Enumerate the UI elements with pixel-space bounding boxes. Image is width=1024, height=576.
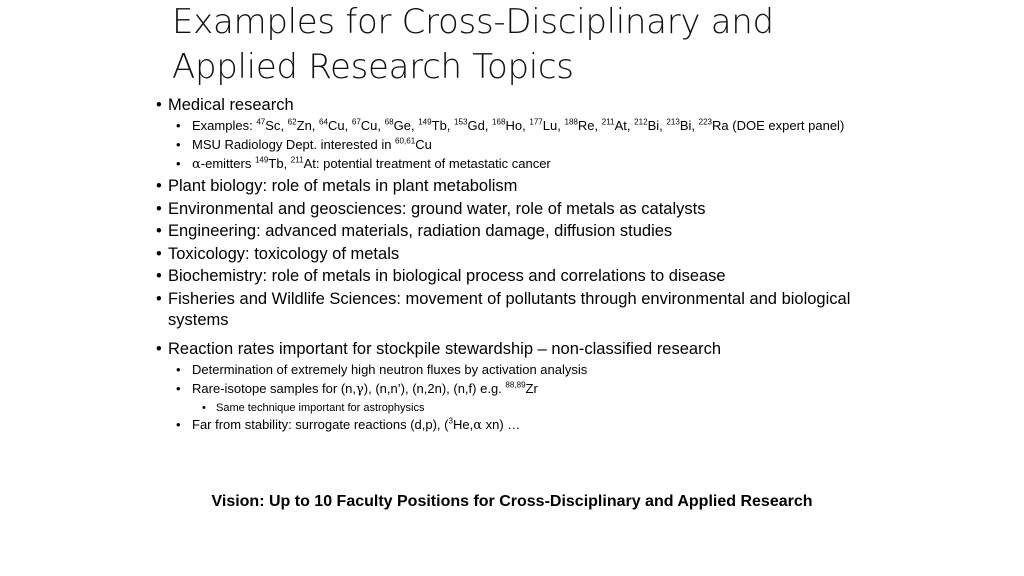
msu-mass-number: 60,61 — [395, 136, 416, 146]
far-alpha-symbol: α — [473, 418, 482, 433]
isotope-mass-number: 188 — [564, 117, 578, 127]
alpha-element-1: Tb — [268, 156, 284, 171]
rare-element: Zr — [525, 381, 538, 396]
isotope-element: Cu — [327, 118, 345, 133]
isotope-element: Gd — [467, 118, 485, 133]
topic-text: Biochemistry: role of metals in biological process and correlations to disease — [168, 267, 726, 285]
isotope-mass-number: 149 — [418, 117, 432, 127]
sub-bullet-examples — [156, 118, 876, 134]
isotope-element: Re — [577, 118, 595, 133]
far-element: He, — [452, 417, 474, 432]
bullet-environmental — [156, 199, 876, 220]
isotope-element: At — [614, 118, 627, 133]
bullet-biochemistry — [156, 266, 876, 287]
far-mass-number: 3 — [448, 416, 453, 426]
alpha-mass-2: 211 — [290, 155, 304, 165]
bullet-marker: • — [176, 381, 181, 396]
far-text-2: xn) … — [481, 417, 521, 432]
isotope-mass-number: 153 — [454, 117, 468, 127]
vision-statement: Vision: Up to 10 Faculty Positions for Cross-Disciplinary and Applied Research — [211, 493, 813, 510]
bullet-reaction-rates — [156, 339, 876, 360]
msu-element: Cu — [415, 137, 432, 152]
isotope-mass-number: 62 — [287, 117, 297, 127]
rare-text-2: ), (n,n’), (n,2n), (n,f) e.g. — [363, 381, 506, 396]
spacer — [156, 332, 876, 339]
sub-bullet-alpha-emitters — [156, 156, 876, 173]
bullet-marker: • — [176, 362, 181, 377]
isotope-element: Ho — [505, 118, 523, 133]
gamma-symbol: γ — [356, 382, 364, 397]
reaction-heading: Reaction rates important for stockpile stewardship – non-classified research — [168, 340, 722, 358]
bullet-marker: • — [156, 199, 162, 218]
sub-bullet-msu-radiology — [156, 137, 876, 153]
isotope-mass-number: 212 — [634, 117, 648, 127]
topic-text: Fisheries and Wildlife Sciences: movement of pollutants through environmental and biological systems — [168, 289, 851, 329]
rare-text-1: Rare-isotope samples for (n, — [192, 381, 357, 396]
determination-text: Determination of extremely high neutron fluxes by activation analysis — [192, 362, 588, 377]
bullet-marker: • — [156, 289, 162, 308]
isotope-element: Bi — [679, 118, 692, 133]
topic-text: Plant biology: role of metals in plant metabolism — [168, 177, 518, 195]
isotope-list: $^{47}$Sc, $^{62}$Zn, $^{64}$Cu, $^{67}$Cu, $^{68}$Ge, $^{149}$Tb, $^{153}$Gd, $^{168}$Ho, $^{177}$Lu, $^{188}$Re, $^{211}$At, $^{212}$Bi, $^{213}$Bi, $^{223}$Ra — [256, 117, 729, 133]
alpha-mass-1: 149 — [254, 155, 269, 165]
sub-sub-bullet-astrophysics — [156, 401, 876, 415]
isotope-element: Zn — [296, 118, 312, 133]
bullet-marker: • — [202, 402, 206, 414]
examples-prefix: Examples: — [192, 118, 257, 133]
isotope-mass-number: 68 — [384, 117, 394, 127]
topic-text: Environmental and geosciences: ground water, role of metals as catalysts — [168, 199, 706, 218]
sub-bullet-determination — [156, 362, 876, 378]
slide-body — [156, 95, 876, 437]
bullet-toxicology — [156, 244, 876, 265]
isotope-mass-number: 168 — [492, 117, 506, 127]
isotope-element: Bi — [647, 118, 660, 133]
bullet-marker: • — [156, 267, 162, 285]
bullet-marker: • — [156, 96, 162, 114]
bullet-plant-biology — [156, 176, 876, 197]
alpha-symbol: α — [192, 157, 201, 172]
isotope-mass-number: 64 — [319, 117, 328, 127]
bullet-marker: • — [156, 222, 162, 240]
slide-title-line-1: Examples for Cross-Disciplinary and — [172, 2, 774, 42]
bullet-medical-research — [156, 95, 876, 116]
bullet-engineering — [156, 221, 876, 242]
msu-text: MSU Radiology Dept. interested in — [192, 137, 396, 152]
isotope-element: Tb — [431, 118, 447, 133]
isotope-element: Ge — [393, 118, 411, 133]
bullet-marker: • — [156, 340, 162, 358]
isotope-mass-number: 211 — [601, 117, 615, 127]
same-technique-text: Same technique important for astrophysics — [216, 402, 425, 414]
isotope-mass-number: 213 — [666, 117, 680, 127]
bullet-marker: • — [176, 118, 181, 133]
topic-text: Engineering: advanced materials, radiation damage, diffusion studies — [168, 222, 673, 240]
rare-mass-number: 88,89 — [505, 380, 526, 390]
slide-title-line-2: Applied Research Topics — [172, 47, 574, 87]
isotope-mass-number: 67 — [351, 117, 361, 127]
sub-bullet-far-from-stability — [156, 417, 876, 434]
bullet-marker: • — [156, 244, 162, 263]
sub-bullet-rare-isotope — [156, 381, 876, 398]
alpha-text-2: : potential treatment of metastatic cancer — [315, 156, 551, 171]
isotope-element: Lu — [542, 118, 558, 133]
isotope-element: Sc — [265, 118, 281, 133]
isotope-mass-number: 223 — [698, 117, 713, 127]
topic-text: Toxicology: toxicology of metals — [168, 244, 400, 263]
far-text-1: Far from stability: surrogate reactions (d,p), ( — [192, 417, 449, 432]
isotope-mass-number: 47 — [256, 117, 266, 127]
bullet-marker: • — [176, 417, 181, 432]
bullet-marker: • — [176, 156, 181, 171]
isotope-mass-number: 177 — [529, 117, 543, 127]
alpha-separator: , — [283, 156, 291, 171]
bullet-marker: • — [156, 177, 162, 195]
alpha-element-2: At — [303, 156, 316, 171]
bullet-marker: • — [176, 137, 181, 152]
slide-title — [172, 0, 932, 90]
examples-suffix: (DOE expert panel) — [728, 118, 845, 133]
medical-heading: Medical research — [168, 96, 294, 114]
isotope-element: Cu — [360, 118, 378, 133]
isotope-element: Ra — [712, 118, 729, 133]
alpha-text: -emitters — [200, 156, 255, 171]
bullet-fisheries — [156, 289, 876, 331]
